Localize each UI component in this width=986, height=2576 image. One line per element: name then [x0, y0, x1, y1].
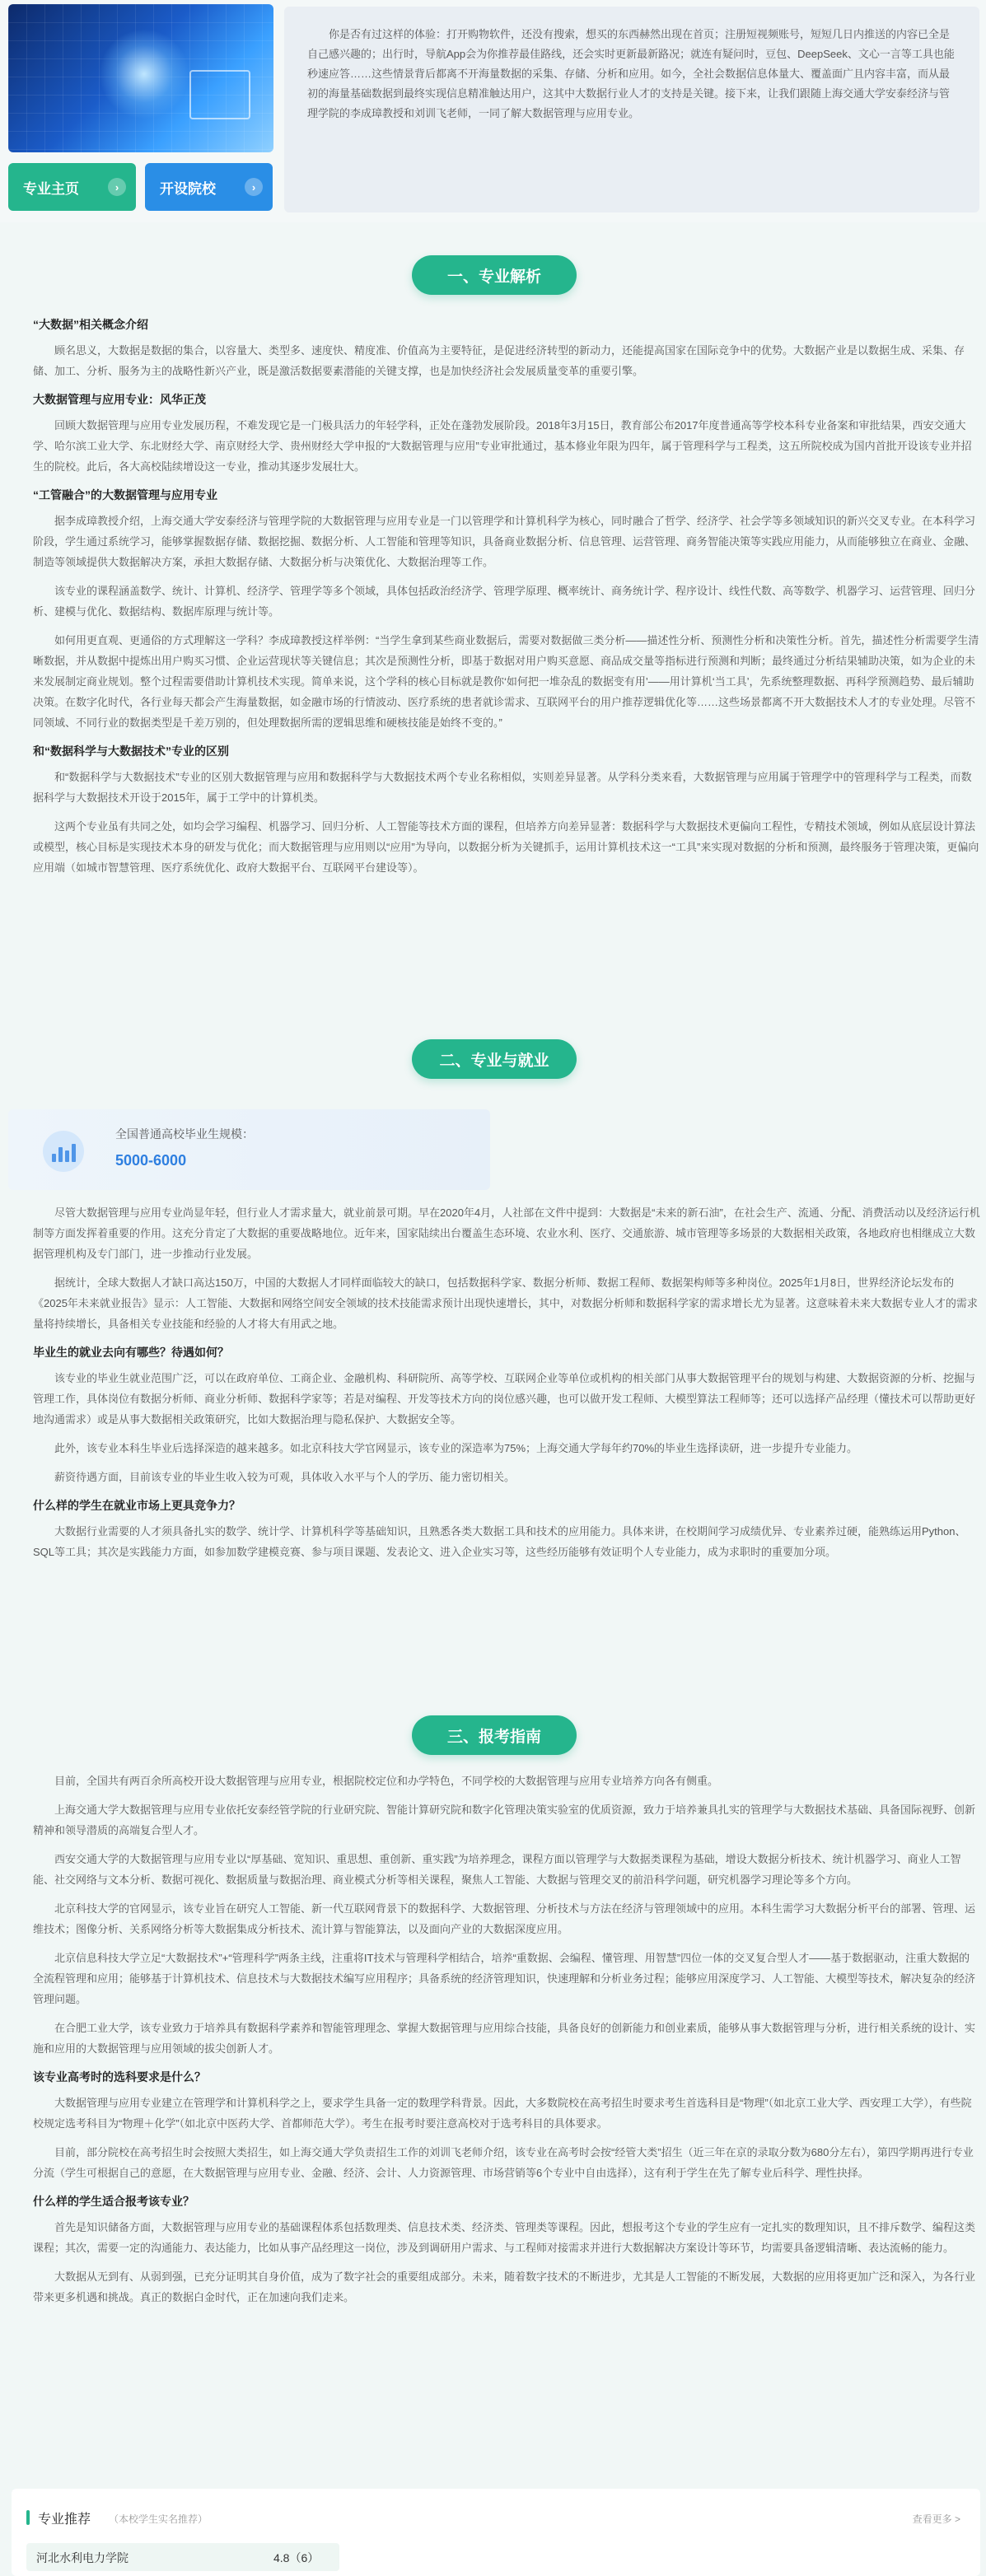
paragraph: 据李成璋教授介绍，上海交通大学安泰经济与管理学院的大数据管理与应用专业是一门以管理学和计算机科学为核心，同时融合了哲学、经济学、社会学等多领域知识的新兴交叉专业。在本科学习阶段，学生通过系统学习，能够掌握数据存储、数据挖掘、数据分析、人工智能和管理等知识，具备商业数据分析、信息管理、运营管理、商务智能决策等实践应用能力，从而能够独立在商业、金融、制造等领域提供大数据解决方案，承担大数据存储、大数据分析与决策优化、大数据治理等工作。 — [33, 515, 976, 568]
paragraph: 如何用更直观、更通俗的方式理解这一学科？李成璋教授这样举例：“当学生拿到某些商业数据后，需要对数据做三类分析——描述性分析、预测性分析和决策性分析。首先，描述性分析需要学生清晰数据，并从数据中提炼出用户购买习惯、企业运营现状等关键信息；其次是预测性分析，即基于数据对用户购买意愿、商品成交量等指标进行预测和判断；最终通过分析结果辅助决策，如为企业的未来发展制定商业规划。整个过程需要借助计算机技术实现。简单来说，这个学科的核心目标就是教你‘如何把一堆杂乱的数据变有用’——用计算机‘当工具’，先系统整理数据、再科学预测趋势、最后辅助决策。在数字化时代，各行业每天都会产生海量数据，如金融市场的行情波动、医疗系统的患者就诊需求、互联网平台的用户推荐逻辑优化等……这些场景都离不开大数据技术人才的专业处理。尽管不同领域、不同行业的数据类型是千差万别的，但处理数据所需的逻辑思维和硬核技能是始终不变的。” — [33, 634, 979, 729]
graduate-scale-card — [8, 1109, 490, 1190]
paragraph: 首先是知识储备方面，大数据管理与应用专业的基础课程体系包括数理类、信息技术类、经济类、管理类等课程。因此，想报考这个专业的学生应有一定扎实的数理知识，且不排斥数学、编程这类课程；其次，需要一定的沟通能力、表达能力，比如从事产品经理这一岗位，涉及到调研用户需求、与工程师对接需求并进行大数据解决方案设计等环节，均需要具备逻辑清晰、表达流畅的能力。 — [33, 2221, 976, 2254]
recommend-subtitle: （本校学生实名推荐） — [109, 2513, 208, 2525]
major-home-button[interactable] — [8, 163, 136, 211]
section-subheading: “大数据”相关概念介绍 — [33, 318, 148, 331]
school-score: 4.8（6） — [273, 2551, 320, 2564]
paragraph: 北京科技大学的官网显示，该专业旨在研究人工智能、新一代互联网背景下的数据科学、大数据管理、分析技术与方法在经济与管理领域中的应用。本科生需学习大数据分析平台的部署、管理、运维技术；图像分析、关系网络分析等大数据集成分析技术、流计算与智能算法，以及面向产业的大数据深度应用。 — [33, 1902, 976, 1935]
bar-chart-icon — [43, 1131, 84, 1172]
paragraph: 和“数据科学与大数据技术”专业的区别大数据管理与应用和数据科学与大数据技术两个专业名称相似，实则差异显著。从学科分类来看，大数据管理与应用属于管理学中的管理科学与工程类，而数据科学与大数据技术开设于2015年，属于工学中的计算机类。 — [33, 771, 972, 804]
chevron-right-icon: › — [245, 178, 263, 196]
graduate-scale-value: 5000-6000 — [115, 1152, 187, 1169]
recommend-row[interactable] — [26, 2543, 339, 2571]
paragraph: 北京信息科技大学立足“大数据技术”+“管理科学”两条主线，注重将IT技术与管理科学相结合，培养“重数据、会编程、懂管理、用智慧”四位一体的交叉复合型人才——基于数据驱动，注重大数据的全流程管理和应用；能够基于计算机技术、信息技术与大数据技术编写应用程序；具备系统的经济管理知识，快速理解和分析业务过程；能够应用深度学习、人工智能、大模型等技术，解决复杂的经济管理问题。 — [33, 1952, 976, 2005]
section-employment-content — [33, 1202, 980, 1570]
paragraph: 尽管大数据管理与应用专业尚显年轻，但行业人才需求量大，就业前景可期。早在2020年4月，人社部在文件中提到：大数据是“未来的新石油”，在社会生产、流通、分配、消费活动以及经济运行机制等方面发挥着重要的作用。这充分肯定了大数据的重要战略地位。近年来，国家陆续出台覆盖生态环境、农业水利、医疗、交通旅游、城市管理等多场景的大数据相关政策，各地政府也相继成立大数据管理机构及专门部门，进一步推动行业发展。 — [33, 1206, 980, 1260]
paragraph: 大数据管理与应用专业建立在管理学和计算机科学之上，要求学生具备一定的数理学科背景。因此，大多数院校在高考招生时要求考生首选科目是“物理”（如北京工业大学、西安理工大学），有些院校规定选考科目为“物理＋化学”（如北京中医药大学、首都师范大学）。考生在报考时要注意高校对于选考科目的具体要求。 — [33, 2097, 972, 2130]
school-name: 河北水利电力学院 — [36, 2551, 129, 2564]
paragraph: 上海交通大学大数据管理与应用专业依托安泰经管学院的行业研究院、智能计算研究院和数字化管理决策实验室的优质资源，致力于培养兼具扎实的管理学与大数据技术基础、具备国际视野、创新精神和领导潜质的高端复合型人才。 — [33, 1804, 976, 1836]
recommend-title: 专业推荐 — [38, 2513, 91, 2527]
banner-image — [8, 4, 273, 152]
major-home-label: 专业主页 — [23, 180, 79, 197]
major-recommendation-panel — [12, 2489, 980, 2576]
paragraph: 该专业的毕业生就业范围广泛，可以在政府单位、工商企业、金融机构、科研院所、高等学校、互联网企业等单位或机构的相关部门从事大数据管理平台的规划与构建、大数据资源的分析、挖掘与管理工作，具体岗位有数据分析师、商业分析师、数据科学家等；若是对编程、开发等技术方向的岗位感兴趣，也可以做开发工程师、大模型算法工程师等；还可以选择产品经理（懂技术可以帮助更好地沟通需求）或是从事大数据相关政策研究，比如大数据治理与隐私保护、大数据安全等。 — [33, 1372, 976, 1426]
paragraph: 据统计，全球大数据人才缺口高达150万，中国的大数据人才同样面临较大的缺口，包括数据科学家、数据分析师、数据工程师、数据架构师等多种岗位。2025年1月8日，世界经济论坛发布的《2025年未来就业报告》显示：人工智能、大数据和网络空间安全领域的技术技能需求预计出现快速增长，其中，对数据分析师和数据科学家的需求增长尤为显著。这意味着未来大数据专业人才的需求量将持续增长，具备相关专业技能和经验的人才将大有用武之地。 — [33, 1276, 978, 1330]
section-subheading: 什么样的学生适合报考该专业？ — [33, 2195, 194, 2208]
paragraph: 大数据从无到有、从弱到强，已充分证明其自身价值，成为了数字社会的重要组成部分。未来，随着数字技术的不断进步，尤其是人工智能的不断发展，大数据的应用将更加广泛和深入，为各行业带来更多机遇和挑战。真正的数据白金时代，正在加速向我们走来。 — [33, 2270, 976, 2303]
title-accent-bar — [26, 2510, 30, 2525]
section-subheading: 和“数据科学与大数据技术”专业的区别 — [33, 744, 229, 758]
section-guide-content — [33, 1771, 980, 2316]
hero — [0, 0, 986, 222]
paragraph: 目前，全国共有两百余所高校开设大数据管理与应用专业，根据院校定位和办学特色，不同学校的大数据管理与应用专业培养方向各有侧重。 — [54, 1775, 719, 1787]
offering-schools-button[interactable] — [145, 163, 273, 211]
paragraph: 目前，部分院校在高考招生时会按照大类招生，如上海交通大学负责招生工作的刘训飞老师介绍，该专业在高考时会按“经管大类”招生（近三年在京的录取分数为680分左右），第四学期再进行专业分流（学生可根据自己的意愿，在大数据管理与应用专业、金融、经济、会计、人力资源管理、市场营销等6个专业中自由选择），这有利于学生在先了解专业后科学、理性抉择。 — [33, 2146, 974, 2179]
paragraph: 顾名思义，大数据是数据的集合，以容量大、类型多、速度快、精度准、价值高为主要特征，是促进经济转型的新动力，还能提高国家在国际竞争中的优势。大数据产业是以数据生成、采集、存储、加工、分析、服务为主的战略性新兴产业，既是激活数据要素潜能的关键支撑，也是加快经济社会发展质量变革的重要引擎。 — [33, 344, 965, 377]
view-more-link[interactable]: 查看更多 > — [912, 2513, 960, 2525]
section-subheading: “工管融合”的大数据管理与应用专业 — [33, 488, 217, 502]
section-header-guide: 三、报考指南 — [412, 1715, 577, 1755]
section-subheading: 该专业高考时的选科要求是什么？ — [33, 2070, 206, 2084]
paragraph: 回顾大数据管理与应用专业发展历程，不难发现它是一门极具活力的年轻学科，正处在蓬勃发展阶段。2018年3月15日，教育部公布2017年度普通高等学校本科专业备案和审批结果，西安交通大学、哈尔滨工业大学、东北财经大学、南京财经大学、贵州财经大学申报的“大数据管理与应用”专业审批通过，基本修业年限为四年，属于管理科学与工程类，这五所院校成为国内首批开设该专业并招生的院校。此后，各大高校陆续增设这一专业，推动其逐步发展壮大。 — [33, 419, 972, 473]
paragraph: 西安交通大学的大数据管理与应用专业以“厚基础、宽知识、重思想、重创新、重实践”为培养理念，课程方面以管理学与大数据类课程为基础，增设大数据分析技术、统计机器学习、商业人工智能、社交网络与文本分析、数据可视化、数据质量与数据治理、商业模式分析等相关课程，聚焦人工智能、大数据与管理交叉的前沿科学问题，研究机器学习理论等多个方向。 — [33, 1853, 961, 1886]
section-header-analysis: 一、专业解析 — [412, 255, 577, 295]
intro-text: 你是否有过这样的体验：打开购物软件，还没有搜索，想买的东西赫然出现在首页；注册短视频账号，短短几日内推送的内容已全是自己感兴趣的；出行时，导航App会为你推荐最佳路线，还会实时更新最新路况；就连有疑问时，豆包、DeepSeek、文心一言等工具也能秒速应答……这些情景背后都离不开海量数据的采集、存储、分析和应用。如今，全社会数据信息体量大、覆盖面广且内容丰富，而从最初的海量基础数据到最终实现信息精准触达用户，这其中大数据行业人才的支持是关键。接下来，让我们跟随上海交通大学安泰经济与管理学院的李成璋教授和刘训飞老师，一同了解大数据管理与应用专业。 — [284, 7, 979, 212]
paragraph: 大数据行业需要的人才须具备扎实的数学、统计学、计算机科学等基础知识，且熟悉各类大数据工具和技术的应用能力。具体来讲，在校期间学习成绩优异、专业素养过硬，能熟练运用Python、SQL等工具；其次是实践能力方面，如参加数学建模竞赛、参与项目课题、发表论文、进入企业实习等，这些经历能够有效证明个人专业能力，成为求职时的重要加分项。 — [33, 1525, 966, 1558]
offering-schools-label: 开设院校 — [160, 180, 216, 197]
section-header-employment: 二、专业与就业 — [412, 1039, 577, 1079]
section-analysis-content — [33, 310, 980, 886]
paragraph: 薪资待遇方面，目前该专业的毕业生收入较为可观，具体收入水平与个人的学历、能力密切相关。 — [54, 1471, 516, 1483]
section-subheading: 什么样的学生在就业市场上更具竞争力？ — [33, 1499, 241, 1512]
paragraph: 该专业的课程涵盖数学、统计、计算机、经济学、管理学等多个领域，具体包括政治经济学、管理学原理、概率统计、商务统计学、程序设计、线性代数、高等数学、机器学习、运营管理、回归分析、建模与优化、数据结构、数据库原理与统计等。 — [33, 585, 976, 618]
chevron-right-icon: › — [108, 178, 126, 196]
paragraph: 这两个专业虽有共同之处，如均会学习编程、机器学习、回归分析、人工智能等技术方面的课程，但培养方向差异显著：数据科学与大数据技术更偏向工程性，专精技术领域，例如从底层设计算法或模型，核心目标是实现技术本身的研发与优化；而大数据管理与应用则以“应用”为导向，以数据分析为关键抓手，运用计算机技术这一“工具”来实现对数据的分析和预测，最终服务于管理决策，更偏向应用端（如城市智慧管理、医疗系统优化、政府大数据平台、互联网平台建设等）。 — [33, 820, 979, 874]
section-subheading: 毕业生的就业去向有哪些？待遇如何？ — [33, 1346, 229, 1359]
graduate-scale-label: 全国普通高校毕业生规模： — [115, 1127, 254, 1141]
paragraph: 此外，该专业本科生毕业后选择深造的越来越多。如北京科技大学官网显示，该专业的深造率为75%；上海交通大学每年约70%的毕业生选择读研，进一步提升专业能力。 — [54, 1442, 858, 1454]
paragraph: 在合肥工业大学，该专业致力于培养具有数据科学素养和智能管理理念、掌握大数据管理与应用综合技能，具备良好的创新能力和创业素质，能够从事大数据管理与分析，进行相关系统的设计、实施和应用的大数据管理与应用领域的拔尖创新人才。 — [33, 2022, 976, 2055]
section-subheading: 大数据管理与应用专业：风华正茂 — [33, 393, 206, 406]
